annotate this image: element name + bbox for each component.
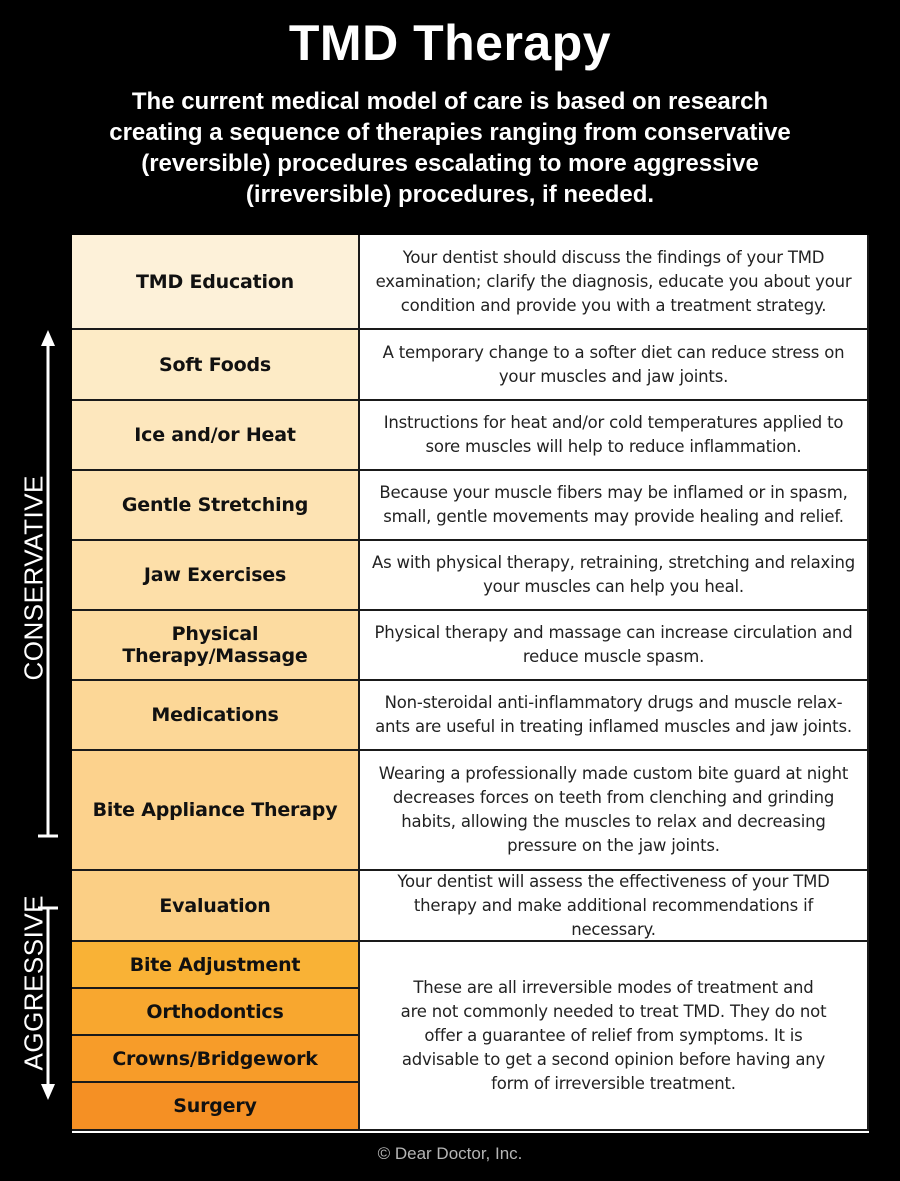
row-label-soft-foods: Soft Foods (72, 330, 360, 401)
row-description-medications: Non-steroidal anti-inflammatory drugs and muscle relax-ants are useful in treating inflamed muscles and jaw joints. (360, 681, 869, 751)
row-description-physical-therapy: Physical therapy and massage can increase circulation and reduce muscle spasm. (360, 611, 869, 681)
aggressive-label: AGGRESSIVE (18, 895, 49, 1071)
therapy-table (72, 235, 869, 1133)
conservative-label: CONSERVATIVE (18, 475, 49, 681)
row-description-gentle-stretching: Because your muscle fibers may be inflamed or in spasm, small, gentle movements may provide healing and relief. (360, 471, 869, 541)
row-label-gentle-stretching: Gentle Stretching (72, 471, 360, 541)
row-label-jaw-exercises: Jaw Exercises (72, 541, 360, 611)
row-label-bite-appliance: Bite Appliance Therapy (72, 751, 360, 871)
page-subtitle: The current medical model of care is based on research creating a sequence of therapies ranging from conservative (reversible) procedures escalating to more aggressive (irreversible) procedures, if needed. (109, 88, 791, 208)
row-label-bite-adjustment: Bite Adjustment (72, 942, 360, 989)
row-description-soft-foods: A temporary change to a softer diet can reduce stress on your muscles and jaw joints. (360, 330, 869, 401)
conservative-arrow-up-icon (41, 330, 55, 346)
row-description-tmd-education: Your dentist should discuss the findings of your TMD examination; clarify the diagnosis, educate you about your condition and provide you with a treatment strategy. (360, 235, 869, 330)
row-label-medications: Medications (72, 681, 360, 751)
copyright-footer: © Dear Doctor, Inc. (377, 1144, 523, 1163)
page-title: TMD Therapy (288, 15, 612, 71)
row-label-ice-heat: Ice and/or Heat (72, 401, 360, 471)
row-label-crowns-bridgework: Crowns/Bridgework (72, 1036, 360, 1083)
row-label-physical-therapy: Physical Therapy/Massage (72, 611, 360, 681)
row-description-ice-heat: Instructions for heat and/or cold temperatures applied to sore muscles will help to reduce inflammation. (360, 401, 869, 471)
row-label-tmd-education: TMD Education (72, 235, 360, 330)
row-label-surgery: Surgery (72, 1083, 360, 1131)
row-label-orthodontics: Orthodontics (72, 989, 360, 1036)
aggressive-description: These are all irreversible modes of treatment and are not commonly needed to treat TMD. They do not offer a guarantee of relief from symptoms. It is advisable to get a second opinion before having any form of irreversible treatment. (360, 942, 869, 1131)
row-description-jaw-exercises: As with physical therapy, retraining, stretching and relaxing your muscles can help you heal. (360, 541, 869, 611)
aggressive-arrow-down-icon (41, 1084, 55, 1100)
row-description-evaluation: Your dentist will assess the effectiveness of your TMD therapy and make additional recommendations if necessary. (360, 871, 869, 942)
row-description-bite-appliance: Wearing a professionally made custom bite guard at night decreases forces on teeth from clenching and grinding habits, allowing the muscles to relax and decreasing pressure on the jaw joints. (360, 751, 869, 871)
row-label-evaluation: Evaluation (72, 871, 360, 942)
